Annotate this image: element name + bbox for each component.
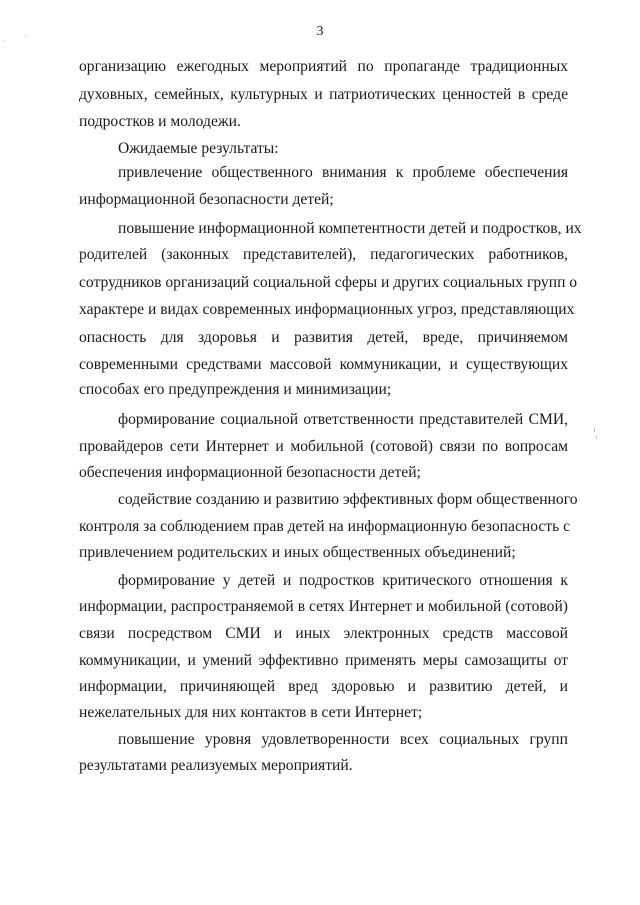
text-line: привлечение общественного внимания к проблеме обеспечения (118, 164, 568, 181)
text-line: связи посредством СМИ и иных электронных средств массовой (79, 625, 568, 642)
text-line: опасность для здоровья и развития детей, вреде, причиняемом (79, 329, 568, 346)
scan-artifact (25, 36, 26, 37)
text-line: современными средствами массовой коммуникации, и существующих (79, 356, 568, 373)
text-line: формирование социальной ответственности представителей СМИ, (118, 411, 568, 428)
text-line: содействие созданию и развитию эффективных форм общественного (118, 491, 578, 508)
section-heading: Ожидаемые результаты: (118, 140, 279, 157)
text-line: сотрудников организаций социальной сферы и других социальных групп о (79, 274, 578, 291)
scan-artifact (594, 428, 595, 432)
page-number: 3 (316, 24, 324, 39)
text-line: коммуникации, и умений эффективно применять меры самозащиты от (79, 652, 568, 669)
text-line: провайдеров сети Интернет и мобильной (сотовой) связи по вопросам (79, 438, 568, 455)
text-line: информационной безопасности детей; (79, 191, 334, 208)
text-line: привлечением родительских и иных общественных объединений; (79, 544, 516, 561)
text-line: родителей (законных представителей), педагогических работников, (79, 246, 568, 263)
text-line: формирование у детей и подростков критического отношения к (118, 572, 568, 589)
text-line: результатами реализуемых мероприятий. (79, 757, 353, 774)
text-line: информации, распространяемой в сетях Интернет и мобильной (сотовой) (79, 598, 568, 615)
text-line: нежелательных для них контактов в сети Интернет; (79, 704, 423, 721)
text-line: характере и видах современных информационных угроз, представляющих (79, 301, 575, 318)
scan-artifact (4, 40, 5, 41)
text-line: повышение уровня удовлетворенности всех социальных групп (118, 731, 568, 748)
scan-artifact (596, 436, 597, 439)
text-line: организацию ежегодных мероприятий по пропаганде традиционных (79, 58, 568, 75)
text-line: способах его предупреждения и минимизации; (79, 381, 392, 398)
text-line: информации, причиняющей вред здоровью и развитию детей, и (79, 678, 568, 695)
text-line: контроля за соблюдением прав детей на информационную безопасность с (79, 518, 571, 535)
text-line: повышение информационной компетентности детей и подростков, их (118, 220, 582, 237)
text-line: подростков и молодежи. (79, 113, 241, 130)
text-line: обеспечения информационной безопасности детей; (79, 464, 421, 481)
text-line: духовных, семейных, культурных и патриотических ценностей в среде (79, 86, 568, 103)
